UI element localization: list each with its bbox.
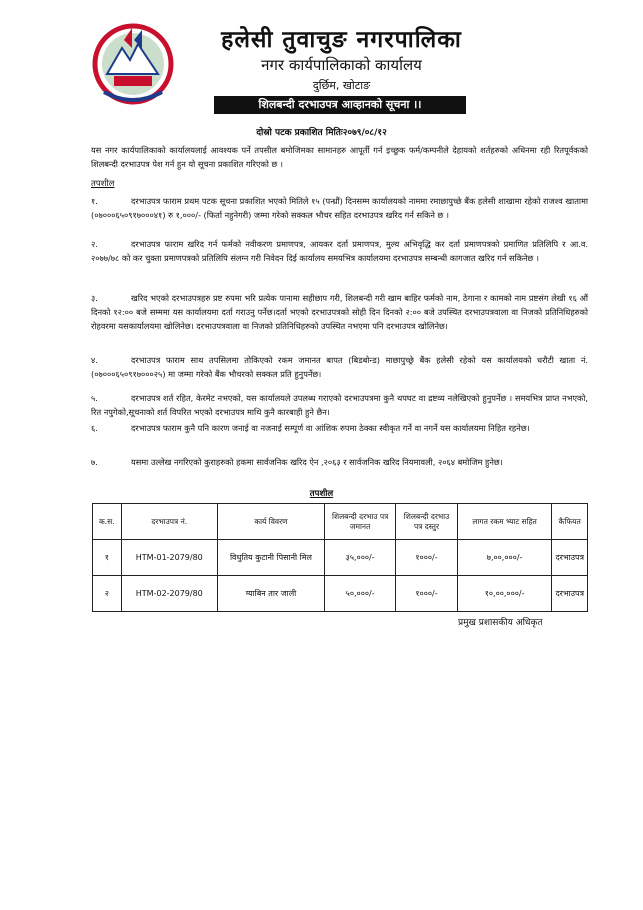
office-address: दुर्छिम, खोटाङ: [312, 79, 371, 92]
item-text: दरभाउपत्र शर्त रहित, केरमेट नभएको, यस कार्यालयले उपलब्ध गराएको दरभाउपत्रमा कुनै थपघट वा द्रष्टव्य नलेखिएको हुनुपर्नेछ । समयभित्र प्राप्त नभएको, रित नपुगेको,सूचनाको शर्त विपरित भएको दरभाउपत्र माथि कुनै कारबाही हुने छैन।: [91, 393, 588, 417]
item-number: ५.: [91, 393, 98, 403]
item-text: दरभाउपत्र फाराम खरिद गर्न फर्मको नवीकरण प्रमाणपत्र, आयकर दर्ता प्रमाणपत्र, मुल्य अभिवृद्धि कर दर्ता प्रमाणपत्रको प्रमाणित प्रतिलिपि र आ.व. २०७७/७८ को कर चुक्ता प्रमाणपत्रको प्रतिलिपि संलग्न गरी निवेदन दिई कार्यालय समयभित्र कार्यालयमा दरभाउपत्र सम्बन्धी कागजात खरिद गर्न सकिनेछ ।: [91, 239, 588, 263]
office-subtitle: नगर कार्यपालिकाको कार्यालय: [261, 56, 422, 74]
list-item: [91, 291, 588, 333]
header-bid-number: दरभाउपत्र नं.: [121, 504, 217, 540]
cell-bid-fee: १०००/-: [396, 540, 458, 576]
cell-work-description: विधुतिय कुटानी पिसानी मिल: [217, 540, 324, 576]
list-item: [91, 421, 588, 435]
table-row: [93, 576, 588, 612]
item-text: दरभाउपत्र फाराम प्रथम पटक सूचना प्रकाशित भएको मितिले १५ (पन्ध्रौं) दिनसम्म कार्यालयको नाममा रमाछापुच्छे बैंक हलेसी शाखामा रहेको राजश्व खातामा (०७०००६५०९१७०००४१) रु १,०००/- (फिर्ता नहुनेगरी) जम्मा गरेको सक्कल भौचर सहित दरभाउपत्र खरिद गर्न सकिने छ ।: [91, 196, 588, 220]
item-text: यसमा उल्लेख नगरिएको कुराहरुको हकमा सार्वजनिक खरिद ऐन ,२०६३ र सार्वजनिक खरिद नियमावली, २०६४ बमोजिम हुनेछ।: [131, 457, 503, 467]
item-number: ३.: [91, 293, 98, 303]
cell-work-description: ग्याबिन तार जाली: [217, 576, 324, 612]
list-item: [91, 455, 588, 469]
cell-bid-fee: १०००/-: [396, 576, 458, 612]
notice-banner: शिलबन्दी दरभाउपत्र आव्हानको सूचना ।।: [214, 96, 466, 114]
table-title: तपशील: [309, 489, 334, 499]
section-label: तपशील: [91, 179, 115, 189]
item-text: दरभाउपत्र फाराम साथ तपसिलमा तोकिएको रकम जमानत बापत (बिडबोन्ड) माछापुच्छ्रे बैंक हलेसी रहेको यस कार्यालयको धरौटी खाता नं. (०७०००६५०९१७०००२५) मा जम्मा गरेको बैंक भौचरको सक्कल प्रति हुनुपर्नेछ।: [91, 355, 588, 379]
item-text: दरभाउपत्र फाराम कुनै पनि कारण जनाई वा नजनाई सम्पूर्ण वा आंशिक रुपमा ठेक्का स्वीकृत गर्ने वा नगर्ने यस कार्यालयमा निहित रहनेछ।: [131, 423, 530, 433]
item-number: २.: [91, 239, 98, 249]
cell-sn: १: [93, 540, 122, 576]
cell-remarks: दरभाउपत्र: [552, 540, 588, 576]
item-number: ७.: [91, 457, 98, 467]
table-header-row: [93, 504, 588, 540]
header-cost-estimate: लागत रकम भ्याट सहित: [457, 504, 552, 540]
intro-paragraph: यस नगर कार्यपालिकाको कार्यालयलाई आवश्यक पर्ने तपसील बमोजिमका सामानहरु आपूर्ती गर्न इच्छुक फर्म/कम्पनीले देहायको शर्तहरुको अधिनमा रही रितपूर्वकको शिलबन्दी दरभाउपत्र पेश गर्न हुन यो सूचना प्रकाशित गरिएको छ ।: [91, 145, 588, 169]
header-bid-fee: शिलबन्दी दरभाउ पत्र दस्तुर: [396, 504, 458, 540]
item-number: ४.: [91, 355, 98, 365]
item-number: ६.: [91, 423, 98, 433]
item-number: १.: [91, 196, 98, 206]
published-date: दोस्रो पटक प्रकाशित मितिः२०७९/०८/१२: [256, 128, 387, 138]
cell-remarks: दरभाउपत्र: [552, 576, 588, 612]
header-remarks: कैफियत: [552, 504, 588, 540]
header-sn: क.स.: [93, 504, 122, 540]
signatory-title: प्रमुख प्रशासकीय अधिकृत: [458, 618, 543, 628]
list-item: [91, 237, 588, 265]
list-item: [91, 391, 588, 419]
cell-bid-number: HTM-01-2079/80: [121, 540, 217, 576]
cell-cost-estimate: १०,००,०००/-: [457, 576, 552, 612]
cell-sn: २: [93, 576, 122, 612]
header-work-description: कार्य विवरण: [217, 504, 324, 540]
municipality-title: हलेसी तुवाचुङ नगरपालिका: [221, 26, 462, 53]
item-text: खरिद भएको दरभाउपत्रहरु प्रष्ट रुपमा भरि प्रत्येक पानामा सहीछाप गरी, शिलबन्दी गरी खाम बाहिर फर्मको नाम, ठेगाना र कामको नाम प्रष्टसंग लेखी १६ औं दिनको १२:०० बजे सम्ममा यस कार्यालयमा दर्ता गराउनु पर्नेछ।दर्ता भएको दरभाउपत्रको सोही दिन दिनको २:०० बजे उपस्थित दरभाउपत्रवाला वा निजको प्रतिनिधिहरुको रोहवरमा यसकार्यालयमा खोलिनेछ। दरभाउपत्रवाला वा निजको प्रतिनिधिहरुको उपस्थित नभएमा पनि दरभाउपत्र खोलिनेछ।: [91, 293, 588, 331]
table-row: [93, 540, 588, 576]
cell-cost-estimate: ७,००,०००/-: [457, 540, 552, 576]
header-bid-security: शिलबन्दी दरभाउ पत्र जमानत: [325, 504, 396, 540]
bid-details-table: [92, 503, 588, 612]
cell-bid-security: ५०,०००/-: [325, 576, 396, 612]
cell-bid-security: ३५,०००/-: [325, 540, 396, 576]
list-item: [91, 353, 588, 381]
list-item: [91, 194, 588, 222]
cell-bid-number: HTM-02-2079/80: [121, 576, 217, 612]
